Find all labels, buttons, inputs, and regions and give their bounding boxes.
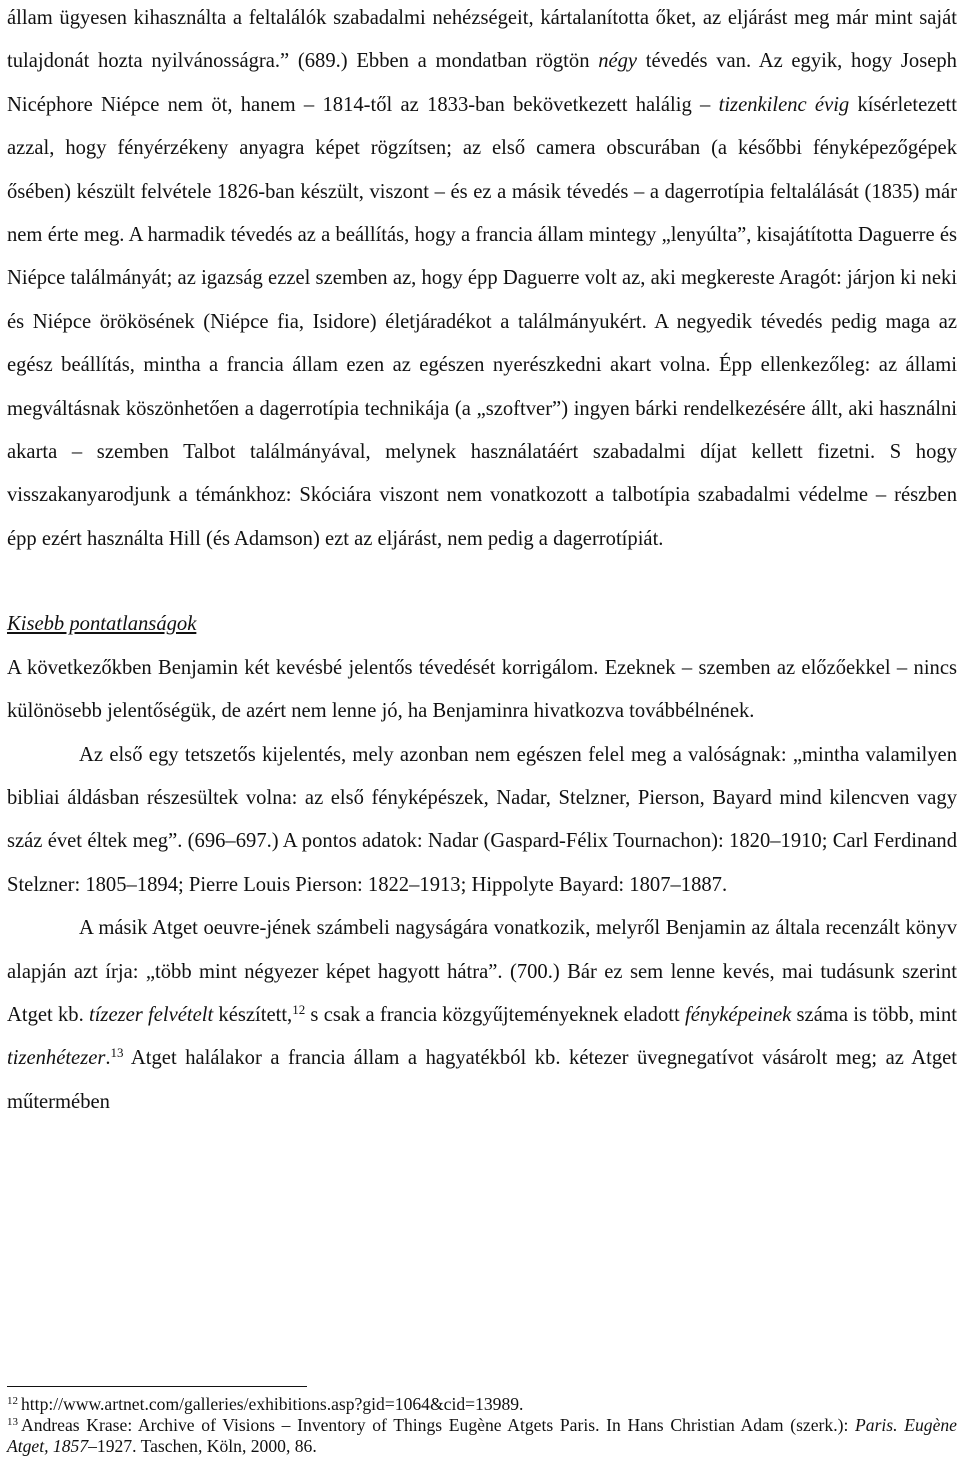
footnote-13: $^{13}$ Andreas Krase: Archive of Visions – Inventory of Things Eugène Atgets Paris. In Hans Christian Adam (szerk.): Paris. Eugène Atget, 1857–1927. Taschen, Köln, 2000, 86. — [7, 1415, 957, 1456]
section-heading: Kisebb pontatlanságok — [7, 613, 197, 636]
paragraph-daguerre-errors: állam ügyesen kihasználta a feltalálók szabadalmi nehézségeit, kártalanította őket, az eljárást meg már mint saját tulajdonát hozta nyilvánosságra.” (689.) Ebben a mondatban rögtön négy tévedés van. Az egyik, hogy Joseph Nicéphore Niépce nem öt, hanem – 1814-től az 1833-ban bekövetkezett halálig – tizenkilenc évig kísérletezett azzal, hogy fényérzékeny anyagra képet rögzítsen; az első camera obscurában (a későbbi fényképezőgépek ősében) készült felvétele 1826-ban készült, viszont – és ez a másik tévedés – a dagerrotípia feltalálását (1835) már nem érte meg. A harmadik tévedés az a beállítás, hogy a francia állam mintegy „lenyúlta”, kisajátította Daguerre és Niépce találmányát; az igazság ezzel szemben az, hogy épp Daguerre volt az, aki megkereste Aragót: járjon ki neki és Niépce örökösének (Niépce fia, Isidore) életjáradékot a találmányukért. A negyedik tévedés pedig maga az egész beállítás, mintha a francia állam ezen az egészen nyerészkedni akart volna. Épp ellenkezőleg: az állami megváltásnak köszönhetően a dagerrotípia technikája (a „szoftver”) ingyen bárki rendelkezésére állt, aki használni akarta – szemben Talbot találmányával, melynek használatáért szabadalmi díjat kellett fizetni. S hogy visszakanyarodjunk a témánkhoz: Skóciára viszont nem vonatkozott a talbotípia szabadalmi védelme – részben épp ezért használta Hill (és Adamson) ezt az eljárást, nem pedig a dagerrotípiát. — [7, 7, 957, 550]
emphasis-tizenkilenc-evig: tizenkilenc évig — [718, 93, 850, 116]
emphasis-fenykepeinek: fényképeinek — [684, 1003, 792, 1026]
paragraph-photographers-ages: Az első egy tetszetős kijelentés, mely azonban nem egészen felel meg a valóságnak: „mintha valamilyen bibliai áldásban részesültek volna: az első fényképészek, Nadar, Stelzner, Pierson, Bayard mind kilencven vagy száz évet éltek meg”. (696–697.) A pontos adatok: Nadar (Gaspard-Félix Tournachon): 1820–1910; Carl Ferdinand Stelzner: 1805–1894; Pierre Louis Pierson: 1822–1913; Hippolyte Bayard: 1807–1887. — [7, 743, 957, 896]
footnote-12 — [7, 1394, 957, 1415]
emphasis-tizezer-felvetelt: tízezer felvételt — [88, 1003, 214, 1026]
paragraph-atget-oeuvre: A másik Atget oeuvre-jének számbeli nagyságára vonatkozik, melyről Benjamin az általa recenzált könyv alapján azt írja: „több mint négyezer képet hagyott hátra”. (700.) Bár ez sem lenne kevés, mai tudásunk szerint Atget kb. tízezer felvételt készített,$^{12}$ s csak a francia közgyűjteményeknek eladott fényképeinek száma is több, mint tizenhétezer.$^{13}$ Atget halálakor a francia állam a hagyatékból kb. kétezer üvegnegatívot vásárolt meg; az Atget műtermében — [7, 917, 957, 1113]
footnote-number: 12 — [7, 1395, 18, 1407]
document-page — [7, 0, 957, 1456]
emphasis-tizenhetezer: tizenhétezer — [7, 1047, 106, 1070]
footnote-url[interactable]: http://www.artnet.com/galleries/exhibitions.asp?gid=1064&cid=13989. — [21, 1394, 524, 1414]
footnote-book-title: Paris. Eugène Atget, 1857 — [7, 1415, 957, 1456]
paragraph-intro-minor: A következőkben Benjamin két kevésbé jelentős tévedését korrigálom. Ezeknek – szemben az előzőekkel – nincs különösebb jelentőségük, de azért nem lenne jó, ha Benjaminra hivatkozva továbbélnének. — [7, 656, 957, 723]
footnote-ref-12[interactable]: 12 — [292, 1001, 306, 1017]
footnotes — [7, 1386, 957, 1457]
footnote-divider — [7, 1386, 307, 1387]
emphasis-negy: négy — [598, 50, 638, 73]
footnote-number: 13 — [7, 1416, 18, 1428]
footnote-ref-13[interactable]: 13 — [110, 1045, 124, 1061]
